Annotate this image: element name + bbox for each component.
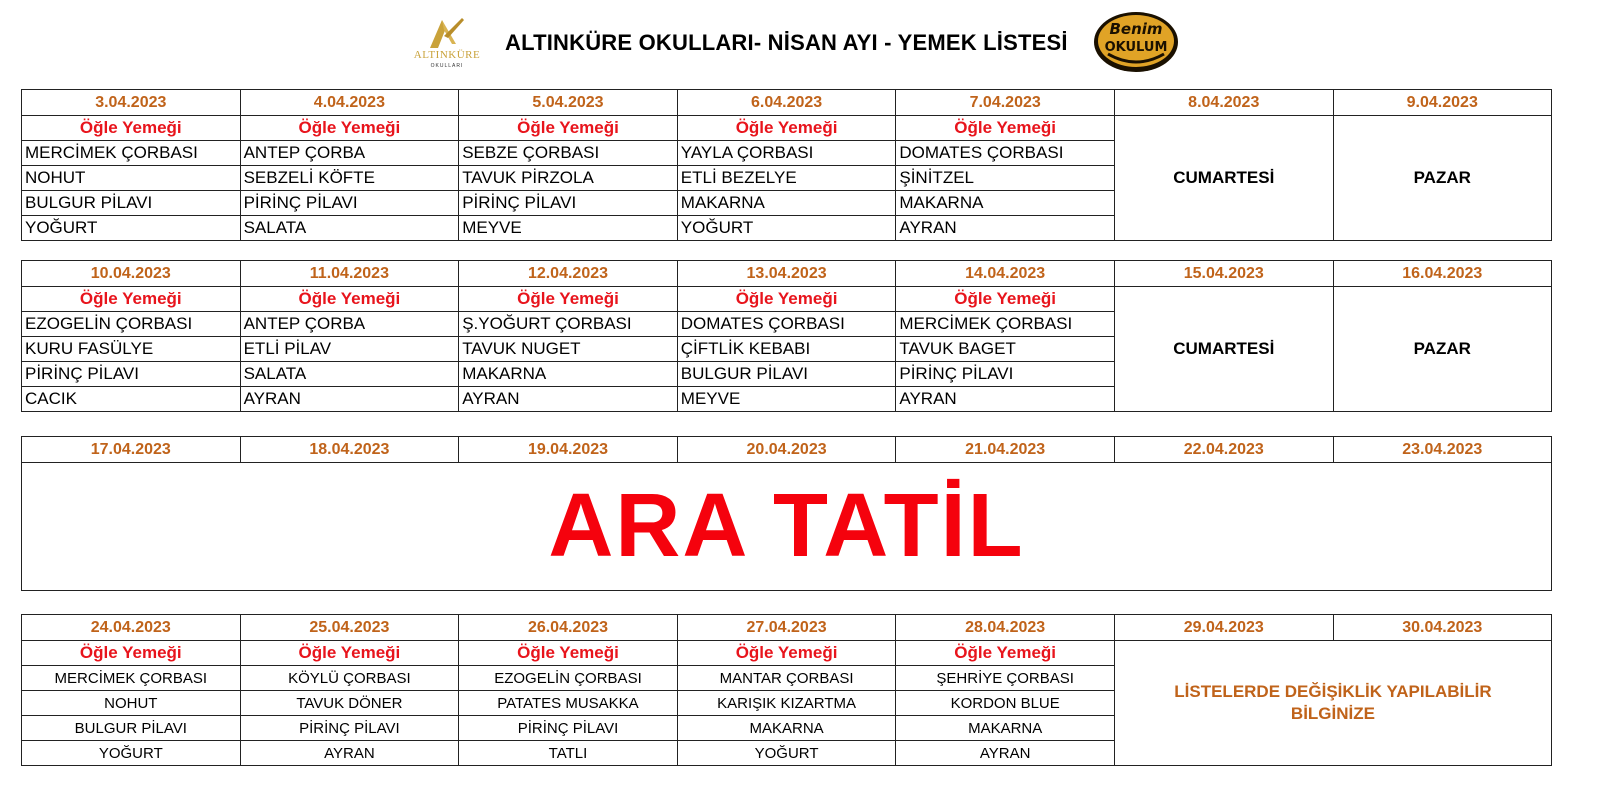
menu-item: TAVUK BAGET [896, 337, 1115, 362]
menu-item: AYRAN [240, 741, 459, 766]
week-1-table [21, 89, 1552, 241]
date-cell: 16.04.2023 [1333, 261, 1551, 287]
lunch-label: Öğle Yemeği [240, 641, 459, 666]
altinkure-logo [408, 14, 486, 72]
menu-item: NOHUT [22, 691, 241, 716]
date-cell: 5.04.2023 [459, 90, 678, 116]
date-cell: 4.04.2023 [240, 90, 459, 116]
altinkure-emblem-icon [408, 14, 486, 50]
menu-item: SEBZE ÇORBASI [459, 141, 678, 166]
menu-item: ŞEHRİYE ÇORBASI [896, 666, 1115, 691]
benim-okulum-line1: Benim [1109, 20, 1163, 38]
lunch-label: Öğle Yemeği [459, 641, 678, 666]
week-1-meal-header-row [22, 116, 1552, 141]
menu-item: SALATA [240, 216, 459, 241]
week-2-meal-header-row [22, 287, 1552, 312]
holiday-row [22, 463, 1552, 591]
lunch-label: Öğle Yemeği [240, 116, 459, 141]
menu-item: MERCİMEK ÇORBASI [896, 312, 1115, 337]
menu-item: PİRİNÇ PİLAVI [22, 362, 241, 387]
menu-item: MAKARNA [896, 191, 1115, 216]
benim-okulum-logo [1092, 10, 1180, 74]
date-cell: 30.04.2023 [1333, 615, 1551, 641]
menu-item: AYRAN [896, 387, 1115, 412]
date-cell: 25.04.2023 [240, 615, 459, 641]
menu-item: SEBZELİ KÖFTE [240, 166, 459, 191]
date-cell: 7.04.2023 [896, 90, 1115, 116]
lunch-label: Öğle Yemeği [22, 287, 241, 312]
lunch-label: Öğle Yemeği [240, 287, 459, 312]
menu-item: PİRİNÇ PİLAVI [896, 362, 1115, 387]
menu-item: PİRİNÇ PİLAVI [240, 716, 459, 741]
lunch-label: Öğle Yemeği [896, 287, 1115, 312]
menu-item: KÖYLÜ ÇORBASI [240, 666, 459, 691]
date-cell: 17.04.2023 [22, 437, 241, 463]
menu-item: YOĞURT [677, 741, 896, 766]
sunday-cell: PAZAR [1333, 287, 1551, 412]
date-cell: 22.04.2023 [1114, 437, 1333, 463]
menu-item: KARIŞIK KIZARTMA [677, 691, 896, 716]
holiday-banner: ARA TATİL [22, 463, 1552, 591]
menu-item: BULGUR PİLAVI [22, 716, 241, 741]
notice-line-1: LİSTELERDE DEĞİŞİKLİK YAPILABİLİR [1174, 682, 1492, 701]
menu-item: ANTEP ÇORBA [240, 312, 459, 337]
lunch-label: Öğle Yemeği [677, 116, 896, 141]
menu-item: YOĞURT [22, 741, 241, 766]
date-cell: 23.04.2023 [1333, 437, 1551, 463]
menu-item: ÇİFTLİK KEBABI [677, 337, 896, 362]
date-cell: 24.04.2023 [22, 615, 241, 641]
date-cell: 29.04.2023 [1114, 615, 1333, 641]
date-cell: 10.04.2023 [22, 261, 241, 287]
date-cell: 9.04.2023 [1333, 90, 1551, 116]
week-1-date-row [22, 90, 1552, 116]
menu-item: EZOGELİN ÇORBASI [22, 312, 241, 337]
menu-item: YAYLA ÇORBASI [677, 141, 896, 166]
saturday-cell: CUMARTESİ [1114, 116, 1333, 241]
date-cell: 3.04.2023 [22, 90, 241, 116]
page-title: ALTINKÜRE OKULLARI- NİSAN AYI - YEMEK LİSTESİ [505, 30, 1068, 55]
menu-item: KURU FASÜLYE [22, 337, 241, 362]
menu-item: PİRİNÇ PİLAVI [240, 191, 459, 216]
date-cell: 28.04.2023 [896, 615, 1115, 641]
week-4-date-row [22, 615, 1552, 641]
menu-item: YOĞURT [22, 216, 241, 241]
menu-item: MAKARNA [677, 191, 896, 216]
week-3-date-row [22, 437, 1552, 463]
date-cell: 12.04.2023 [459, 261, 678, 287]
lunch-label: Öğle Yemeği [677, 641, 896, 666]
lunch-label: Öğle Yemeği [459, 116, 678, 141]
week-2-table [21, 260, 1552, 412]
menu-item: MERCİMEK ÇORBASI [22, 666, 241, 691]
lunch-label: Öğle Yemeği [677, 287, 896, 312]
menu-item: MEYVE [677, 387, 896, 412]
menu-item: Ş.YOĞURT ÇORBASI [459, 312, 678, 337]
week-4-table [21, 614, 1552, 766]
menu-item: CACIK [22, 387, 241, 412]
week-4-meal-header-row [22, 641, 1552, 666]
altinkure-logo-subtitle: OKULLARI [430, 63, 464, 69]
change-notice [1114, 641, 1551, 766]
date-cell: 15.04.2023 [1114, 261, 1333, 287]
lunch-label: Öğle Yemeği [896, 641, 1115, 666]
menu-item: MAKARNA [677, 716, 896, 741]
sunday-cell: PAZAR [1333, 116, 1551, 241]
lunch-label: Öğle Yemeği [22, 641, 241, 666]
menu-item: BULGUR PİLAVI [677, 362, 896, 387]
lunch-label: Öğle Yemeği [22, 116, 241, 141]
menu-item: NOHUT [22, 166, 241, 191]
menu-item: YOĞURT [677, 216, 896, 241]
menu-item: PATATES MUSAKKA [459, 691, 678, 716]
page-header [0, 0, 1600, 86]
date-cell: 20.04.2023 [677, 437, 896, 463]
menu-item: ŞİNİTZEL [896, 166, 1115, 191]
menu-item: PİRİNÇ PİLAVI [459, 191, 678, 216]
menu-item: TAVUK PİRZOLA [459, 166, 678, 191]
menu-item: ETLİ BEZELYE [677, 166, 896, 191]
menu-item: MAKARNA [459, 362, 678, 387]
menu-item: ANTEP ÇORBA [240, 141, 459, 166]
menu-item: ETLİ PİLAV [240, 337, 459, 362]
menu-item: TAVUK DÖNER [240, 691, 459, 716]
menu-item: MERCİMEK ÇORBASI [22, 141, 241, 166]
date-cell: 14.04.2023 [896, 261, 1115, 287]
menu-item: PİRİNÇ PİLAVI [459, 716, 678, 741]
menu-item: SALATA [240, 362, 459, 387]
menu-item: TATLI [459, 741, 678, 766]
date-cell: 13.04.2023 [677, 261, 896, 287]
date-cell: 26.04.2023 [459, 615, 678, 641]
benim-okulum-line2: OKULUM [1104, 40, 1168, 55]
date-cell: 19.04.2023 [459, 437, 678, 463]
menu-item: MEYVE [459, 216, 678, 241]
week-2-date-row [22, 261, 1552, 287]
menu-item: KORDON BLUE [896, 691, 1115, 716]
saturday-cell: CUMARTESİ [1114, 287, 1333, 412]
date-cell: 27.04.2023 [677, 615, 896, 641]
menu-item: DOMATES ÇORBASI [896, 141, 1115, 166]
menu-item: EZOGELİN ÇORBASI [459, 666, 678, 691]
menu-item: MAKARNA [896, 716, 1115, 741]
date-cell: 6.04.2023 [677, 90, 896, 116]
week-3-table [21, 436, 1552, 591]
date-cell: 18.04.2023 [240, 437, 459, 463]
lunch-label: Öğle Yemeği [459, 287, 678, 312]
notice-line-2: BİLGİNİZE [1290, 704, 1375, 723]
menu-item: AYRAN [240, 387, 459, 412]
date-cell: 21.04.2023 [896, 437, 1115, 463]
menu-item: AYRAN [896, 741, 1115, 766]
menu-item: AYRAN [896, 216, 1115, 241]
menu-item: MANTAR ÇORBASI [677, 666, 896, 691]
menu-item: DOMATES ÇORBASI [677, 312, 896, 337]
menu-item: BULGUR PİLAVI [22, 191, 241, 216]
altinkure-logo-name: ALTINKÜRE [413, 49, 481, 61]
date-cell: 11.04.2023 [240, 261, 459, 287]
date-cell: 8.04.2023 [1114, 90, 1333, 116]
lunch-label: Öğle Yemeği [896, 116, 1115, 141]
menu-item: TAVUK NUGET [459, 337, 678, 362]
menu-item: AYRAN [459, 387, 678, 412]
